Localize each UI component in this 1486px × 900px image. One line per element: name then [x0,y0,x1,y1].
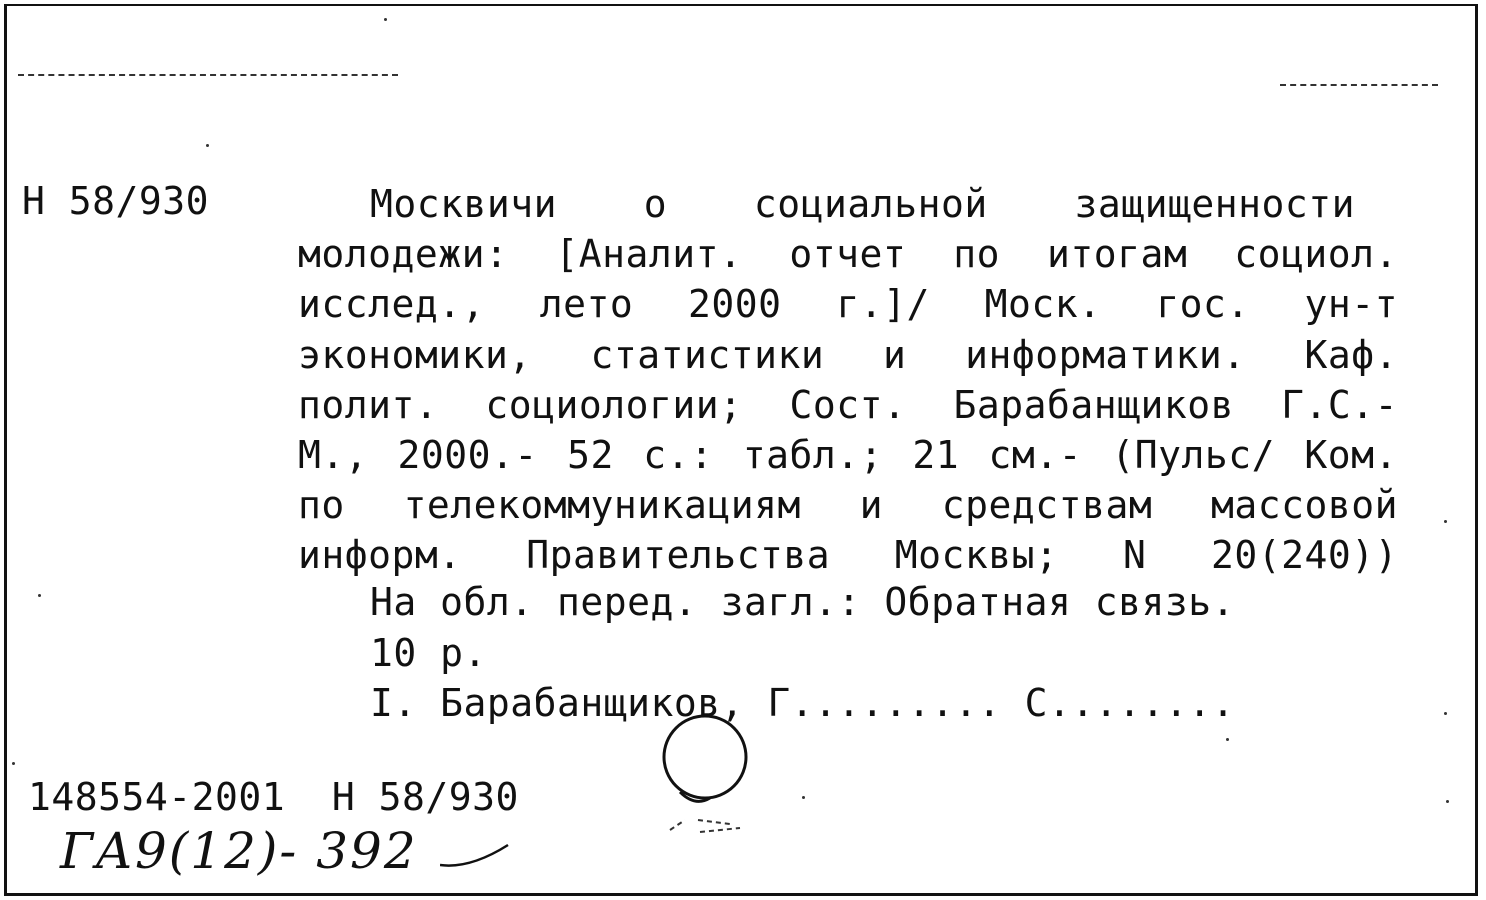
speck [802,796,805,799]
body-line [298,533,1398,577]
body-word: Сост. [789,383,907,427]
body-word: гос. [1156,282,1250,326]
body-word: социол. [1234,232,1398,276]
body-word: табл.; [742,433,884,477]
body-line [298,483,1398,527]
body-word: 20(240)) [1210,533,1398,577]
body-word: Моск. [984,282,1102,326]
title-word: Москвичи [370,182,558,226]
body-word: Барабанщиков [953,383,1235,427]
title-first-line [370,182,1355,226]
speck [1446,800,1449,803]
body-line [298,333,1398,377]
body-word: 21 [912,433,960,477]
body-word: Г.С.- [1281,383,1398,427]
speck [1444,712,1447,715]
body-word: средствам [941,483,1153,527]
body-word: исслед., [298,282,486,326]
title-word: о [643,182,668,226]
speck [12,762,15,765]
title-word: защищенности [1074,182,1355,226]
speck [206,144,209,147]
top-left-dashed-rule [18,74,398,76]
handwritten-flourish [440,835,520,875]
accession-number: 148554-2001 Н 58/930 [28,775,519,819]
body-word: итогам [1047,232,1188,276]
note-price: 10 р. [370,631,487,675]
body-word: информатики. [965,333,1246,377]
speck [384,18,387,21]
body-word: полит. [298,383,439,427]
body-line [298,383,1398,427]
body-word: по [953,232,1001,276]
body-word: статистики [590,333,825,377]
body-line [298,433,1398,477]
body-word: информ. [298,533,462,577]
body-word: N [1122,533,1147,577]
body-line [298,282,1398,326]
body-word: и [859,483,884,527]
body-word: см.- [988,433,1083,477]
body-word: Москвы; [894,533,1059,577]
body-word: М., [298,433,369,477]
title-word: социальной [753,182,988,226]
body-word: молодежи: [298,232,509,276]
body-word: 52 [567,433,614,477]
body-word: Каф. [1304,333,1398,377]
body-word: лето [539,282,634,326]
body-word: [Аналит. [555,232,743,276]
note-added-entry: I. Барабанщиков, Г......... С........ [370,681,1235,725]
body-word: с.: [643,433,714,477]
body-word: телекоммуникациям [403,483,801,527]
note-cover-title: На обл. перед. загл.: Обратная связь. [370,580,1235,624]
body-word: по [298,483,345,527]
body-word: г.]/ [836,282,930,326]
stamp-circle-mark [650,712,760,862]
body-word: Ком. [1304,433,1398,477]
speck [38,594,41,597]
shelfmark: Н 58/930 [22,179,210,223]
speck [1226,738,1229,741]
body-line [298,232,1398,276]
body-word: Правительства [526,533,831,577]
body-word: и [883,333,907,377]
top-right-dashed-rule [1280,84,1438,86]
body-word: отчет [789,232,907,276]
body-word: ун-т [1304,282,1398,326]
body-word: 2000.- [397,433,538,477]
speck [1444,520,1447,523]
body-word: массовой [1210,483,1398,527]
body-word: (Пульс/ [1111,433,1276,477]
body-word: социологии; [485,383,743,427]
body-word: экономики, [298,333,532,377]
body-word: 2000 [688,282,782,326]
handwritten-class-mark: ГА9(12)- 392 [60,822,418,880]
